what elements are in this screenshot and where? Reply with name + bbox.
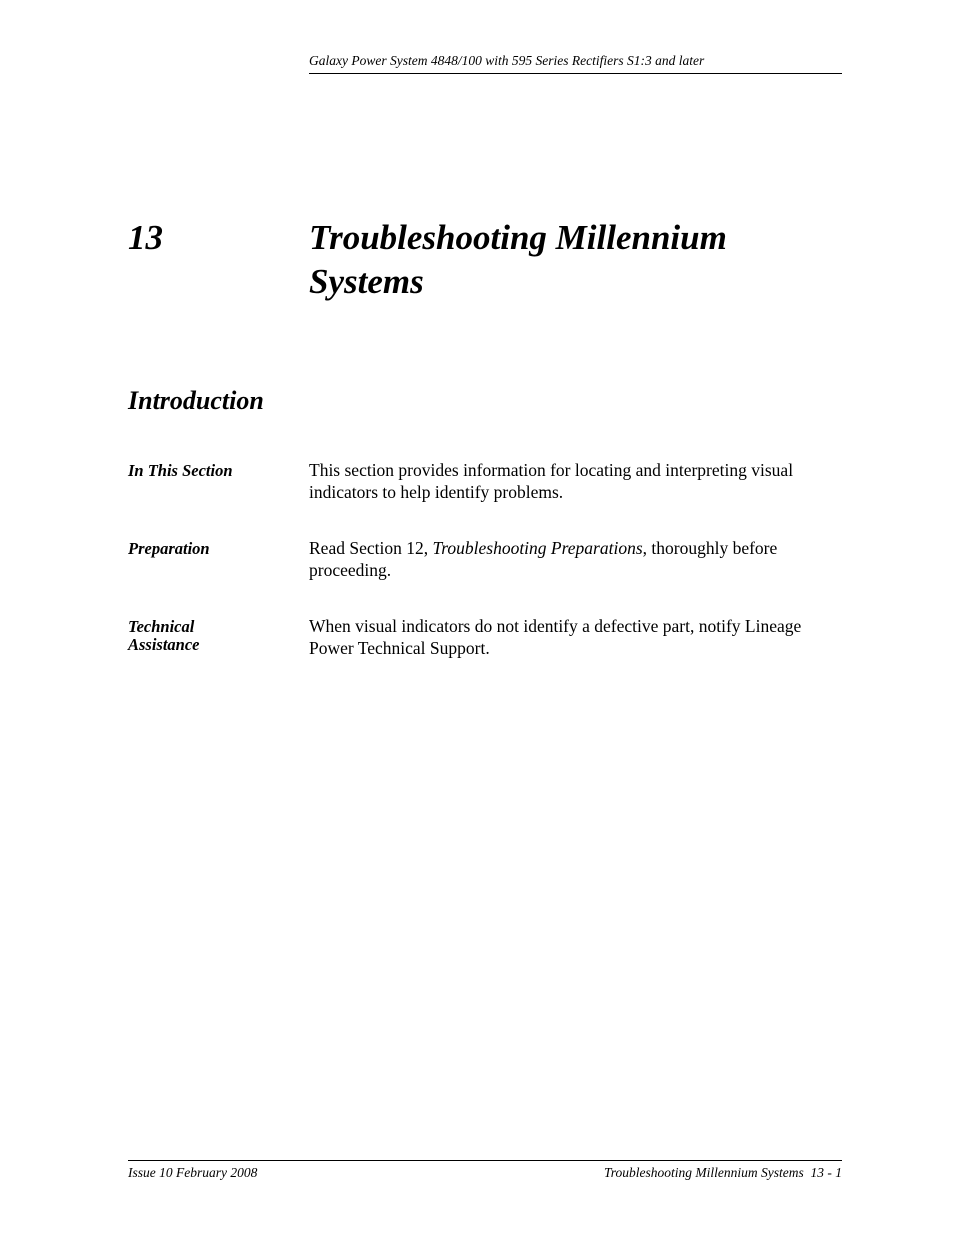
preparation-text-start: Read Section 12,: [309, 538, 433, 558]
page-footer: [128, 1160, 842, 1180]
section-heading: Introduction: [128, 386, 264, 415]
preparation-reference: Troubleshooting Preparations: [432, 538, 643, 558]
row-label-preparation: Preparation: [128, 539, 210, 558]
chapter-number: 13: [128, 218, 163, 257]
row-label-technical-assistance: Technical Assistance: [128, 617, 200, 654]
row-text-preparation: [309, 537, 844, 581]
footer-page-reference: Troubleshooting Millennium Systems 13 - 1: [604, 1165, 842, 1180]
row-label-in-this-section: In This Section: [128, 461, 233, 480]
footer-issue: Issue 10 February 2008: [128, 1165, 258, 1180]
row-text-in-this-section: This section provides information for locating and interpreting visual indicators to help identify problems.: [309, 460, 794, 502]
running-header-title: Galaxy Power System 4848/100 with 595 Series Rectifiers S1:3 and later: [309, 53, 705, 68]
running-header: [309, 52, 842, 74]
chapter-title: Troubleshooting Millennium Systems: [309, 218, 727, 301]
preparation-text-end: , thoroughly before proceeding.: [309, 538, 778, 580]
row-text-technical-assistance: When visual indicators do not identify a defective part, notify Lineage Power Technical Support.: [309, 616, 802, 658]
